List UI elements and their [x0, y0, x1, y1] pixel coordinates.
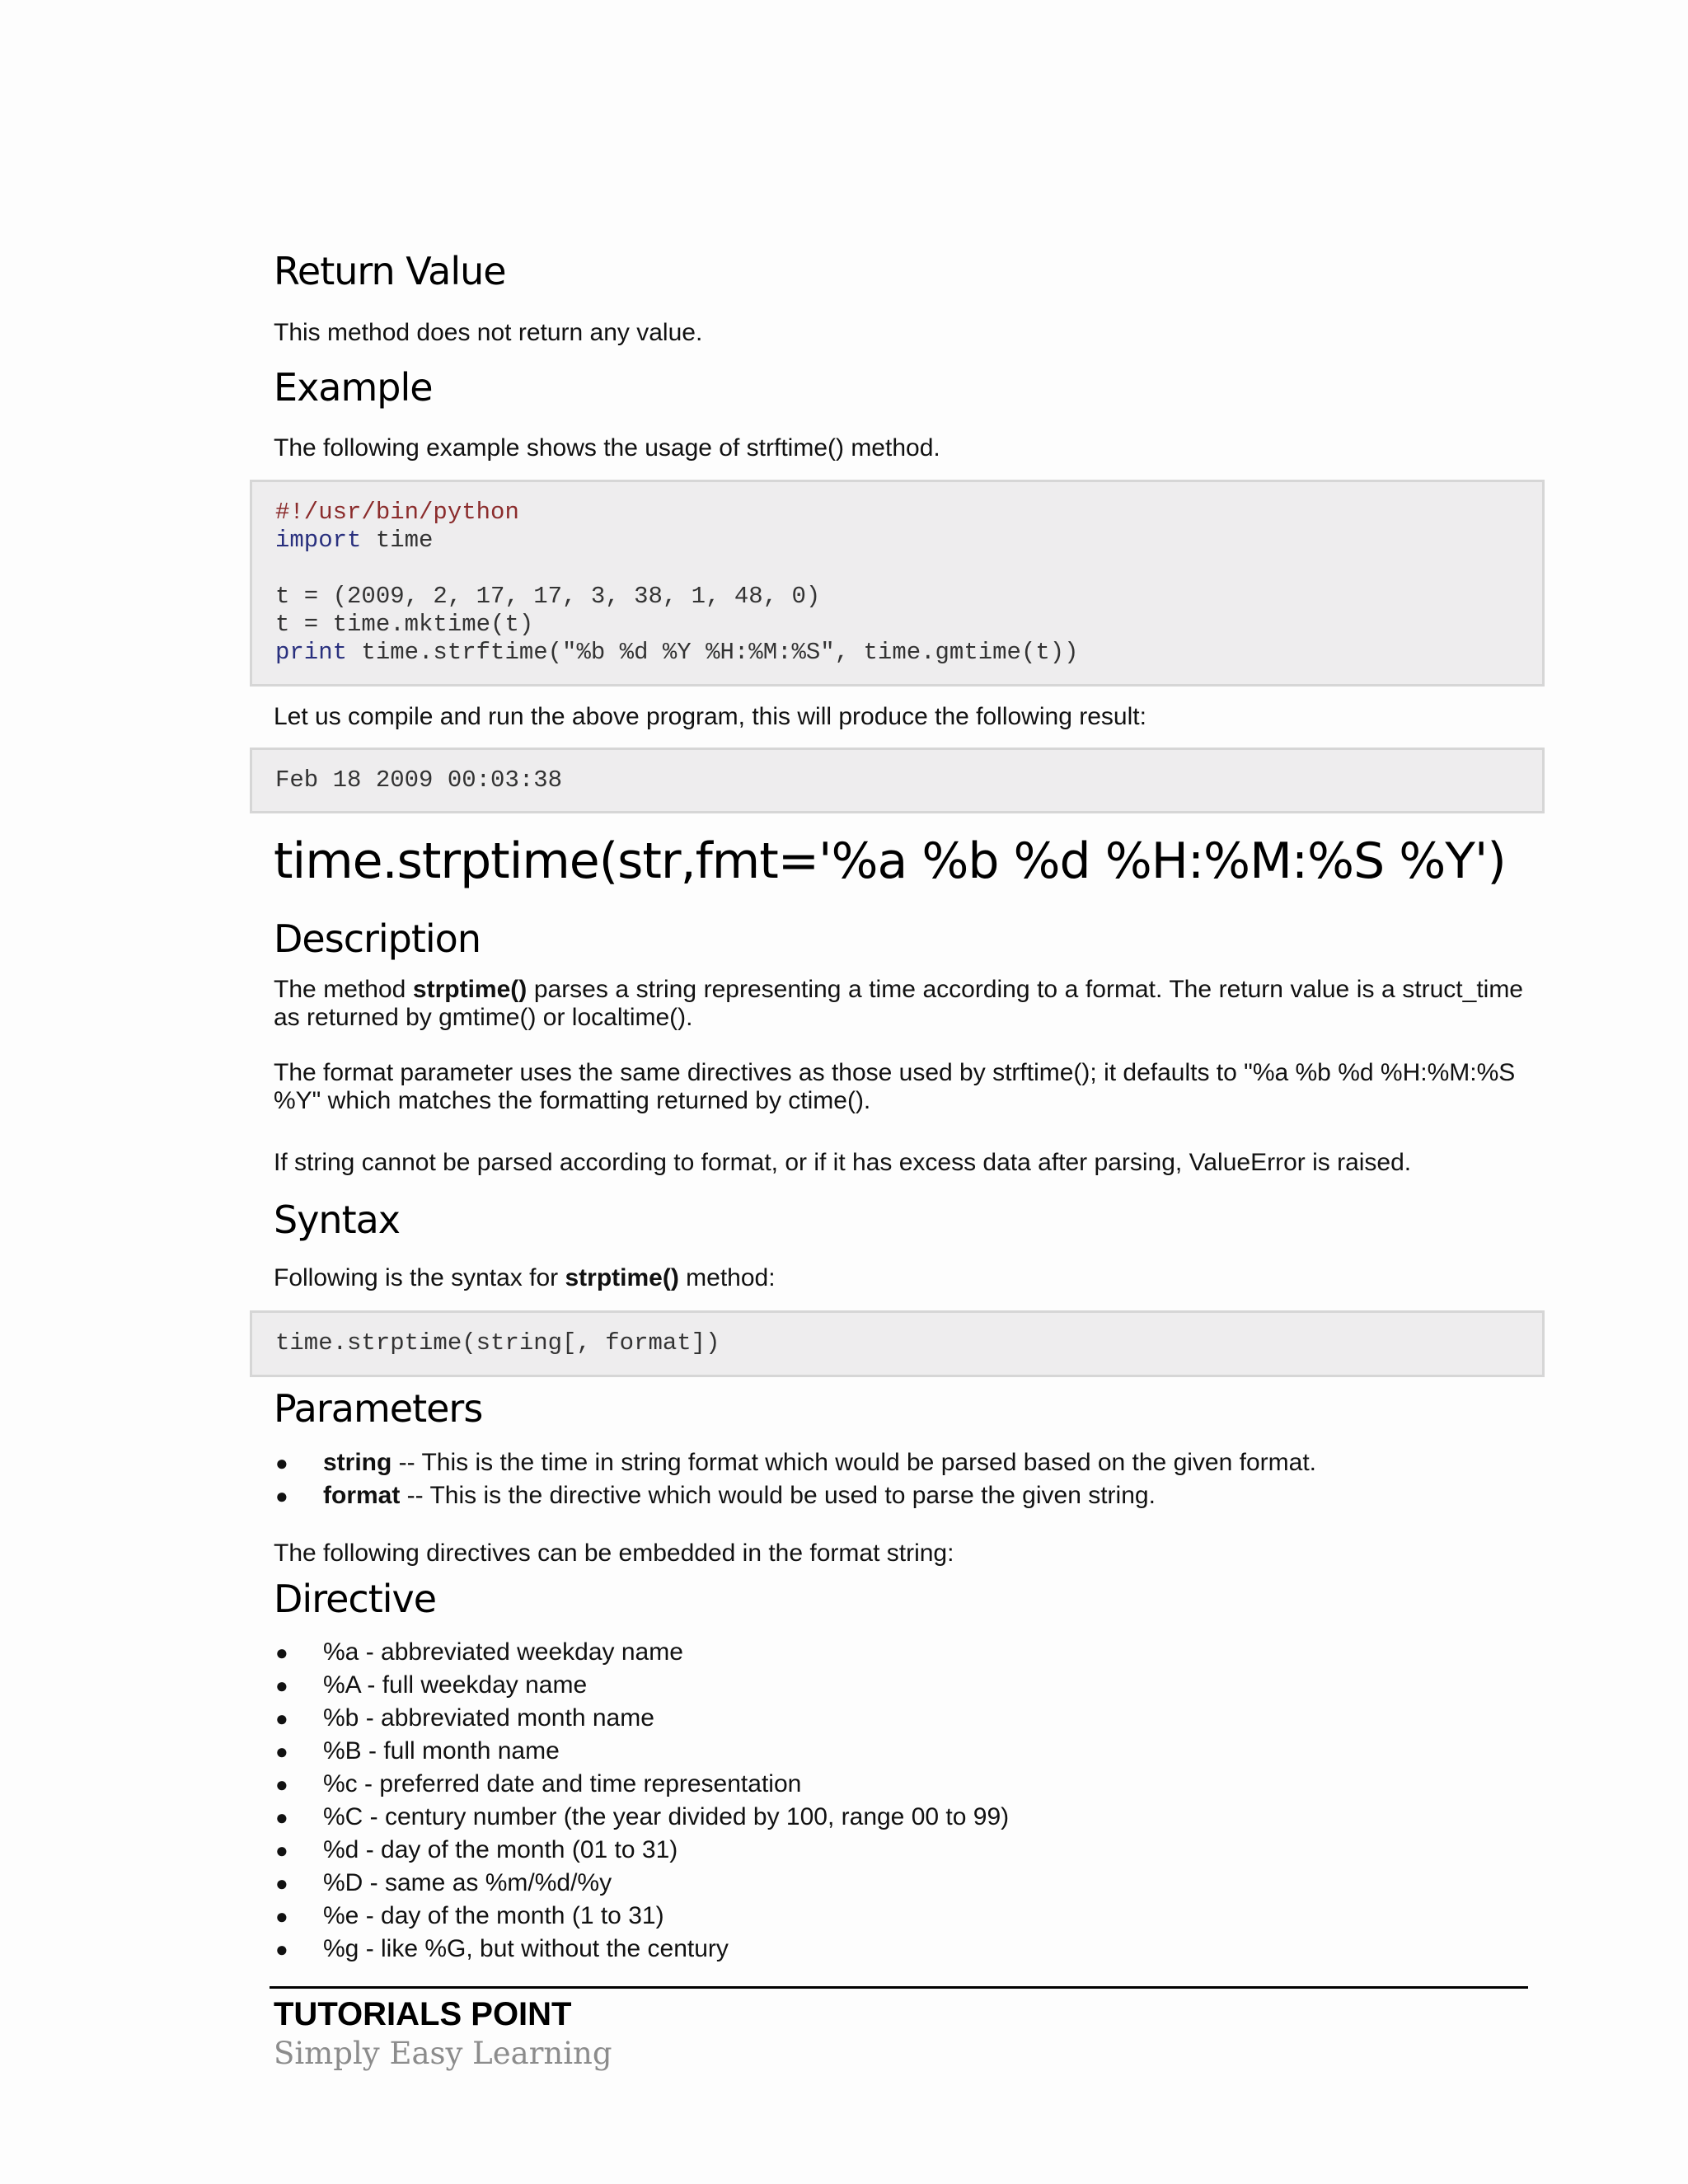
description-paragraph-1	[274, 976, 1523, 1032]
directive-text: %a - abbreviated weekday name	[323, 1638, 683, 1666]
desc-method-name: strptime()	[412, 976, 528, 1003]
footer-brand: TUTORIALS POINT	[274, 1996, 572, 2032]
code-line-print	[275, 639, 1542, 667]
syntax-text-lead: Following is the syntax for	[274, 1264, 565, 1291]
code-keyword-print: print	[275, 639, 348, 666]
directive-item	[274, 1933, 1009, 1966]
syntax-heading: Syntax	[274, 1197, 401, 1242]
directive-text: %e - day of the month (1 to 31)	[323, 1902, 664, 1929]
bullet-icon: ●	[275, 1937, 288, 1961]
bullet-icon: ●	[275, 1706, 288, 1731]
directive-text: %b - abbreviated month name	[323, 1704, 654, 1732]
directive-item	[274, 1834, 1009, 1867]
bullet-icon: ●	[275, 1772, 288, 1797]
description-paragraph-3: If string cannot be parsed according to format, or if it has excess data after parsing, ValueError is raised.	[274, 1149, 1412, 1176]
code-line-shebang: #!/usr/bin/python	[275, 499, 519, 526]
bullet-icon: ●	[275, 1673, 288, 1698]
directive-item	[274, 1636, 1009, 1669]
directive-item	[274, 1702, 1009, 1735]
description-paragraph-2: The format parameter uses the same directives as those used by strftime(); it defaults to "%a %b %d %H:%M:%S %Y" which matches the formatting returned by ctime().	[274, 1059, 1516, 1114]
code-keyword-import: import	[275, 527, 362, 554]
bullet-icon: ●	[275, 1739, 288, 1764]
parameter-item-format	[274, 1479, 1316, 1512]
directive-text: %c - preferred date and time representation	[323, 1770, 802, 1797]
bullet-icon: ●	[275, 1904, 288, 1929]
parameters-heading: Parameters	[274, 1386, 483, 1431]
output-block	[250, 748, 1545, 813]
syntax-text	[274, 1264, 1523, 1292]
syntax-method-name: strptime()	[565, 1264, 679, 1291]
code-line-import	[275, 527, 1542, 555]
description-heading: Description	[274, 916, 481, 961]
bullet-icon: ●	[275, 1483, 288, 1508]
directive-heading: Directive	[274, 1577, 437, 1621]
directive-list	[274, 1636, 1009, 1966]
bullet-icon: ●	[275, 1838, 288, 1863]
bullet-icon: ●	[275, 1871, 288, 1896]
parameter-desc: -- This is the directive which would be used to parse the given string.	[400, 1482, 1156, 1509]
footer-tagline: Simply Easy Learning	[274, 2036, 612, 2071]
directive-text: %D - same as %m/%d/%y	[323, 1869, 612, 1896]
directive-text: %d - day of the month (01 to 31)	[323, 1836, 678, 1863]
desc-text-rest: parses a string representing a time according to a format. The return value is a struct_time as returned by gmtime() or localtime().	[274, 976, 1523, 1031]
example-text: The following example shows the usage of strftime() method.	[274, 434, 940, 462]
directive-text: %B - full month name	[323, 1737, 560, 1765]
parameter-item-string	[274, 1446, 1316, 1479]
parameter-name: format	[323, 1482, 401, 1509]
parameter-desc: -- This is the time in string format which would be parsed based on the given format.	[392, 1449, 1316, 1476]
example-heading: Example	[274, 365, 433, 410]
desc-text-lead: The method	[274, 976, 413, 1003]
syntax-text-rest: method:	[678, 1264, 776, 1291]
return-value-heading: Return Value	[274, 249, 506, 293]
directive-item	[274, 1867, 1009, 1900]
return-value-text: This method does not return any value.	[274, 319, 703, 346]
result-intro-text: Let us compile and run the above program, this will produce the following result:	[274, 703, 1146, 730]
directive-text: %A - full weekday name	[323, 1671, 588, 1699]
parameter-name: string	[323, 1449, 392, 1476]
bullet-icon: ●	[275, 1640, 288, 1665]
parameters-list	[274, 1446, 1316, 1512]
code-line-tuple: t = (2009, 2, 17, 17, 3, 38, 1, 48, 0)	[275, 583, 821, 610]
directive-text: %C - century number (the year divided by 100, range 00 to 99)	[323, 1803, 1010, 1830]
code-import-module: time	[361, 527, 434, 554]
footer-divider	[270, 1986, 1528, 1989]
example-code-block	[250, 480, 1545, 687]
strptime-title: time.strptime(str,fmt='%a %b %d %H:%M:%S %Y')	[274, 832, 1506, 890]
bullet-icon: ●	[275, 1805, 288, 1830]
directive-item	[274, 1735, 1009, 1768]
directive-item	[274, 1801, 1009, 1834]
directive-text: %g - like %G, but without the century	[323, 1935, 729, 1962]
code-line-mktime: t = time.mktime(t)	[275, 611, 534, 638]
directive-item	[274, 1669, 1009, 1702]
directives-intro-text: The following directives can be embedded in the format string:	[274, 1540, 954, 1567]
code-line-blank	[275, 555, 1542, 583]
syntax-code-line: time.strptime(string[, format])	[275, 1329, 720, 1357]
code-print-expression: time.strftime("%b %d %Y %H:%M:%S", time.gmtime(t))	[347, 639, 1079, 666]
directive-item	[274, 1768, 1009, 1801]
output-line: Feb 18 2009 00:03:38	[275, 766, 563, 794]
syntax-code-block	[250, 1310, 1545, 1377]
bullet-icon: ●	[275, 1451, 288, 1475]
directive-item	[274, 1900, 1009, 1933]
